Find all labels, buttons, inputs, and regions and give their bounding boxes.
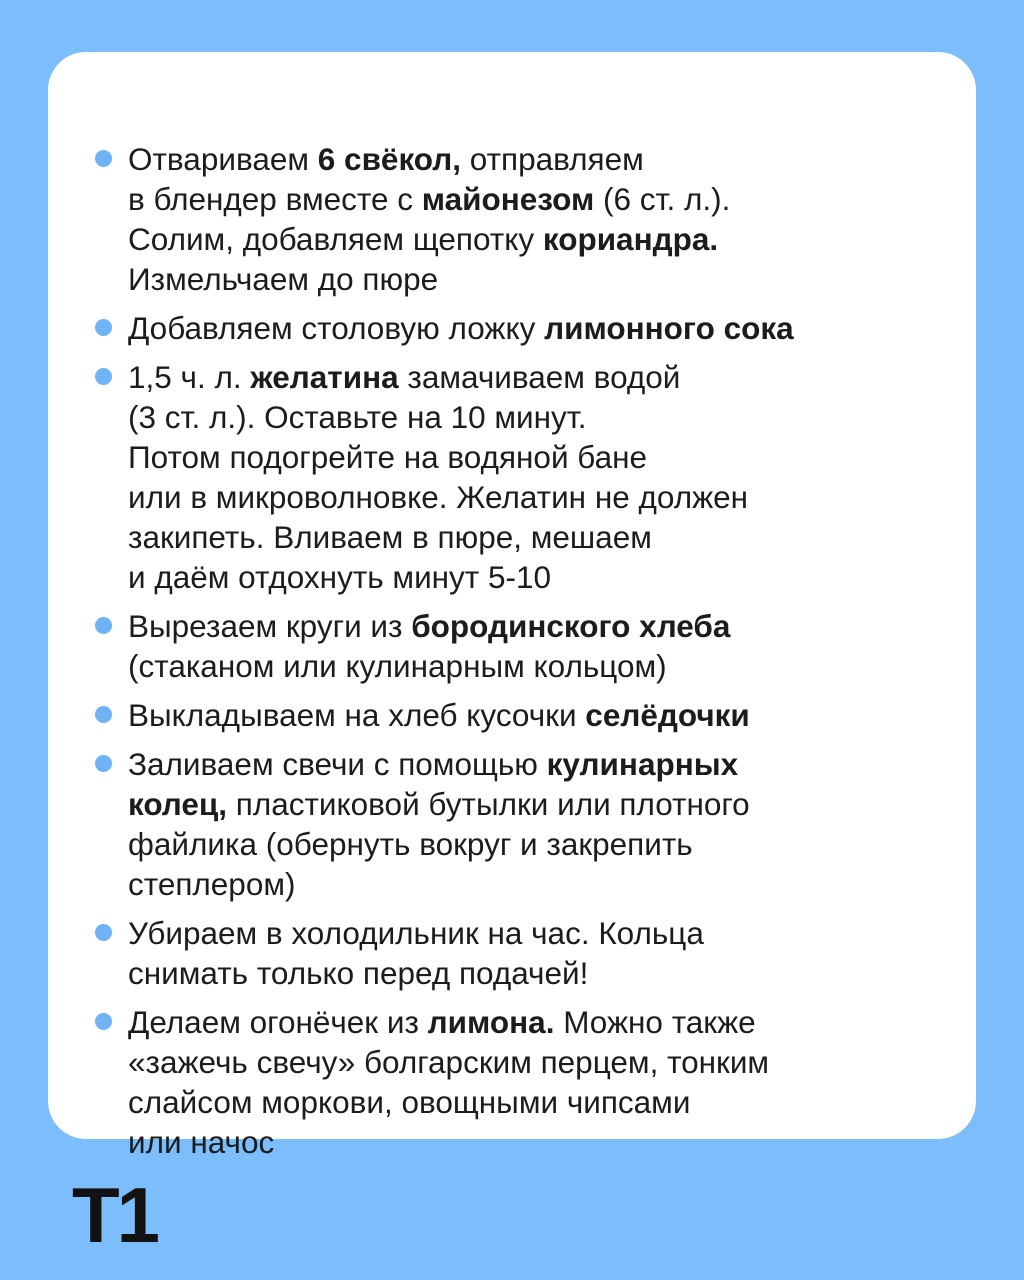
recipe-step [128, 744, 936, 904]
step-text: и даём отдохнуть минут 5-10 [128, 559, 552, 595]
bullet-dot-icon [95, 1013, 112, 1030]
step-text: в блендер вместе с [128, 181, 422, 217]
step-text: или в микроволновке. Желатин не должен [128, 479, 749, 515]
step-line [128, 1122, 936, 1162]
step-text: «зажечь свечу» болгарским перцем, тонким [128, 1044, 770, 1080]
brand-logo: T1 [72, 1171, 158, 1259]
step-text: Делаем огонёчек из [128, 1004, 428, 1040]
step-text: Убираем в холодильник на час. Кольца [128, 915, 704, 951]
step-line [128, 219, 936, 259]
step-line [128, 437, 936, 477]
step-text: Потом подогрейте на водяной бане [128, 439, 648, 475]
step-line [128, 259, 936, 299]
highlighted-ingredient: 6 свёкол, [317, 141, 462, 177]
step-line [128, 606, 936, 646]
step-text: Можно также [554, 1004, 756, 1040]
step-text: снимать только перед подачей! [128, 955, 589, 991]
step-line [128, 1042, 936, 1082]
step-line [128, 179, 936, 219]
step-line [128, 953, 936, 993]
step-text: закипеть. Вливаем в пюре, мешаем [128, 519, 652, 555]
step-line [128, 695, 936, 735]
step-text: Заливаем свечи с помощью [128, 746, 547, 782]
highlighted-ingredient: селёдочки [585, 697, 750, 733]
highlighted-ingredient: кулинарных [546, 746, 739, 782]
step-text: Отвариваем [128, 141, 318, 177]
recipe-step [128, 606, 936, 686]
recipe-steps-list [128, 139, 936, 1162]
step-text: файлика (обернуть вокруг и закрепить [128, 826, 693, 862]
recipe-step [128, 357, 936, 597]
step-line [128, 913, 936, 953]
step-text: степлером) [128, 866, 296, 902]
bullet-dot-icon [95, 319, 112, 336]
step-text: (6 ст. л.). [594, 181, 731, 217]
step-text: Солим, добавляем щепотку [128, 221, 543, 257]
highlighted-ingredient: кориандра. [542, 221, 719, 257]
recipe-card [48, 52, 976, 1160]
step-line [128, 864, 936, 904]
recipe-step [128, 695, 936, 735]
step-text: отправляем [461, 141, 644, 177]
highlighted-ingredient: лимонного сока [544, 310, 794, 346]
step-line [128, 784, 936, 824]
step-text: или начос [128, 1124, 275, 1160]
step-line [128, 646, 936, 686]
step-text: замачиваем водой [398, 359, 681, 395]
step-line [128, 308, 936, 348]
recipe-step [128, 913, 936, 993]
step-line [128, 557, 936, 597]
step-text: (3 ст. л.). Оставьте на 10 минут. [128, 399, 587, 435]
recipe-step [128, 308, 936, 348]
bullet-dot-icon [95, 706, 112, 723]
step-line [128, 357, 936, 397]
recipe-step [128, 1002, 936, 1162]
highlighted-ingredient: майонезом [421, 181, 595, 217]
step-line [128, 824, 936, 864]
step-line [128, 477, 936, 517]
step-text: (стаканом или кулинарным кольцом) [128, 648, 667, 684]
bullet-dot-icon [95, 617, 112, 634]
step-text: слайсом моркови, овощными чипсами [128, 1084, 691, 1120]
step-text: пластиковой бутылки или плотного [227, 786, 750, 822]
step-text: Добавляем столовую ложку [128, 310, 545, 346]
highlighted-ingredient: бородинского хлеба [411, 608, 731, 644]
bullet-dot-icon [95, 755, 112, 772]
step-line [128, 397, 936, 437]
bullet-dot-icon [95, 150, 112, 167]
step-text: 1,5 ч. л. [128, 359, 251, 395]
step-line [128, 1002, 936, 1042]
step-text: Вырезаем круги из [128, 608, 412, 644]
highlighted-ingredient: колец, [128, 786, 228, 822]
step-line [128, 139, 936, 179]
bullet-dot-icon [95, 924, 112, 941]
bullet-dot-icon [95, 368, 112, 385]
highlighted-ingredient: лимона. [427, 1004, 555, 1040]
step-line [128, 1082, 936, 1122]
step-line [128, 744, 936, 784]
step-line [128, 517, 936, 557]
recipe-step [128, 139, 936, 299]
step-text: Выкладываем на хлеб кусочки [128, 697, 586, 733]
highlighted-ingredient: желатина [250, 359, 399, 395]
step-text: Измельчаем до пюре [128, 261, 439, 297]
